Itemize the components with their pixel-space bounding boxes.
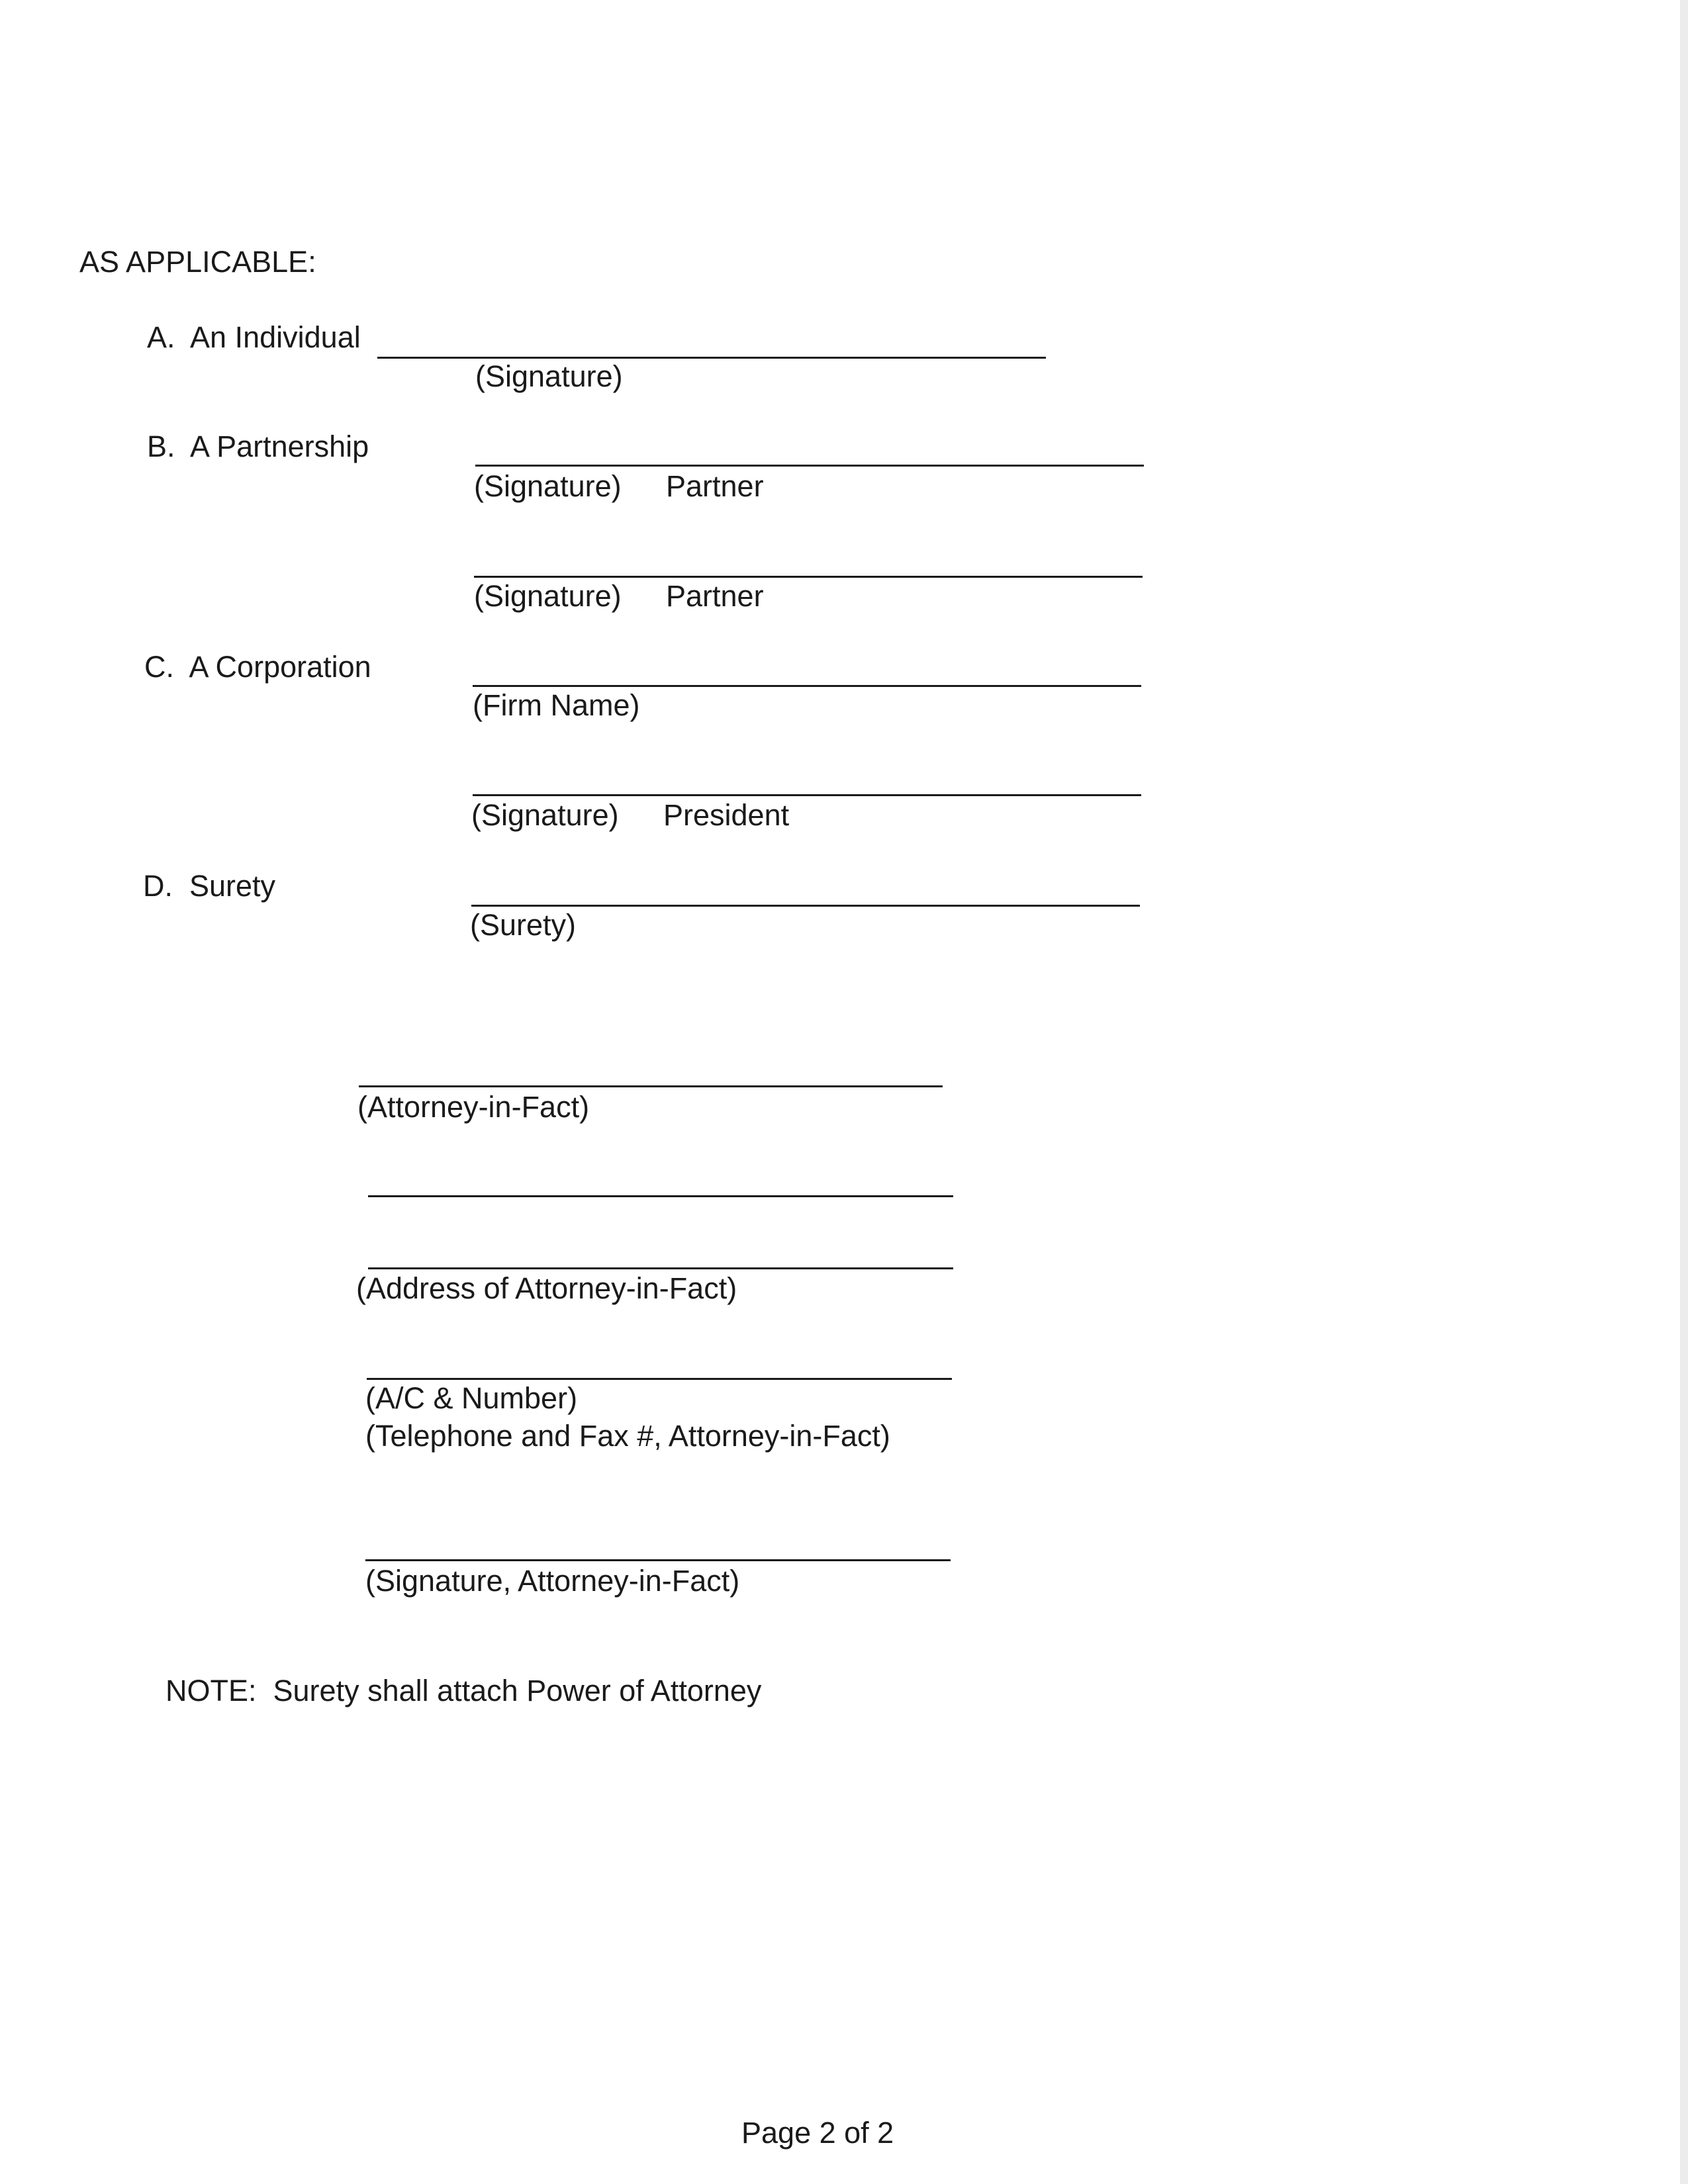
individual-signature-line[interactable]	[377, 357, 1046, 359]
president-signature-line[interactable]	[473, 794, 1141, 796]
corporation-label: C. A Corporation	[144, 650, 371, 684]
president-signature-caption: (Signature)	[471, 798, 619, 832]
surety-label: D. Surety	[143, 869, 276, 903]
individual-label: A. An Individual	[147, 320, 361, 354]
attorney-address-line-2[interactable]	[368, 1267, 953, 1269]
attorney-phone-line[interactable]	[367, 1378, 952, 1380]
individual-signature-caption: (Signature)	[475, 359, 623, 393]
power-of-attorney-note: NOTE: Surety shall attach Power of Attorney	[165, 1674, 762, 1707]
firm-name-caption: (Firm Name)	[473, 688, 640, 722]
page-number: Page 2 of 2	[741, 2116, 894, 2150]
president-role: President	[663, 798, 790, 832]
attorney-phone-caption-2: (Telephone and Fax #, Attorney-in-Fact)	[365, 1419, 890, 1453]
attorney-phone-caption-1: (A/C & Number)	[365, 1381, 578, 1415]
partner2-signature-line[interactable]	[474, 576, 1143, 578]
attorney-address-caption: (Address of Attorney-in-Fact)	[356, 1271, 737, 1305]
surety-line[interactable]	[471, 905, 1140, 907]
partner1-signature-caption: (Signature)	[474, 469, 622, 503]
partner1-signature-line[interactable]	[475, 465, 1144, 467]
page-edge	[1680, 0, 1688, 2184]
partnership-label: B. A Partnership	[147, 430, 369, 463]
attorney-signature-line[interactable]	[365, 1559, 951, 1561]
partner2-signature-caption: (Signature)	[474, 579, 622, 613]
partner2-role: Partner	[666, 579, 764, 613]
attorney-address-line-1[interactable]	[368, 1195, 953, 1197]
firm-name-line[interactable]	[473, 685, 1141, 687]
partner1-role: Partner	[666, 469, 764, 503]
surety-caption: (Surety)	[470, 908, 577, 942]
attorney-name-caption: (Attorney-in-Fact)	[357, 1090, 590, 1124]
attorney-signature-caption: (Signature, Attorney-in-Fact)	[365, 1564, 740, 1598]
section-heading: AS APPLICABLE:	[79, 245, 316, 279]
attorney-name-line[interactable]	[359, 1085, 943, 1087]
